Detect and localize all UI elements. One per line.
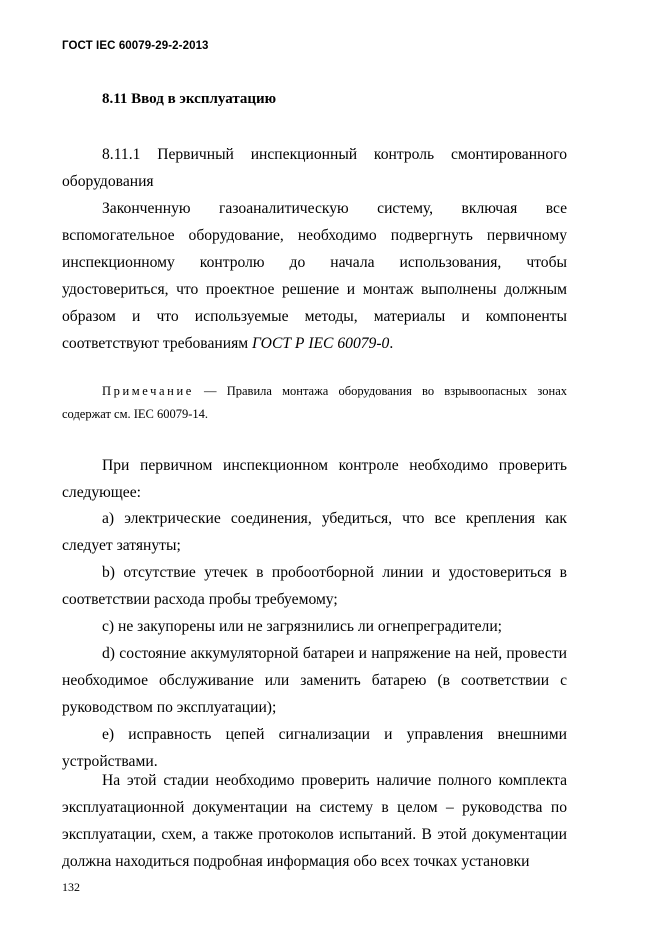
paragraph-text: Законченную газоаналитическую систему, включая все вспомогательное оборудование, необходимо подвергнуть первичному инспекционному контролю до начала использования, чтобы удостовериться, что проектное решение и монтаж выполнены должным образом и что используемые методы, материалы и компоненты соответствуют требованиям	[62, 200, 567, 352]
list-item-a: a) электрические соединения, убедиться, что все крепления как следует затянуты;	[62, 510, 567, 554]
note-label: Примечание	[102, 384, 194, 398]
note-text: — Правила монтажа оборудования во взрывоопасных зонах содержат см. IEC 60079-14.	[62, 384, 567, 421]
list-item-b: b) отсутствие утечек в пробоотборной линии и удостовериться в соответствии расхода пробы требуемому;	[62, 564, 567, 608]
note	[62, 380, 567, 426]
page-number: 132	[62, 880, 80, 894]
paragraph-end: .	[389, 334, 394, 352]
standard-reference: ГОСТ Р IEC 60079-0	[252, 334, 390, 352]
document-code-header: ГОСТ IEC 60079-29-2-2013	[62, 40, 209, 52]
subsection-heading: 8.11.1 Первичный инспекционный контроль смонтированного оборудования	[62, 146, 567, 190]
section-heading: 8.11 Ввод в эксплуатацию	[102, 91, 277, 107]
list-item-c: c) не закупорены или не загрязнились ли огнепреградители;	[102, 618, 503, 635]
paragraph-system-check	[62, 196, 567, 357]
list-item-d: d) состояние аккумуляторной батареи и напряжение на ней, провести необходимое обслуживание или заменить батарею (в соответствии с руководством по эксплуатации);	[62, 645, 567, 716]
list-item-e: e) исправность цепей сигнализации и управления внешними устройствами.	[62, 726, 567, 770]
paragraph-documentation: На этой стадии необходимо проверить наличие полного комплекта эксплуатационной документации на систему в целом – руководства по эксплуатации, схем, а также протоколов испытаний. В этой документации должна находиться подробная информация обо всех точках установки	[62, 772, 567, 870]
paragraph-intro-list: При первичном инспекционном контроле необходимо проверить следующее:	[62, 457, 567, 501]
